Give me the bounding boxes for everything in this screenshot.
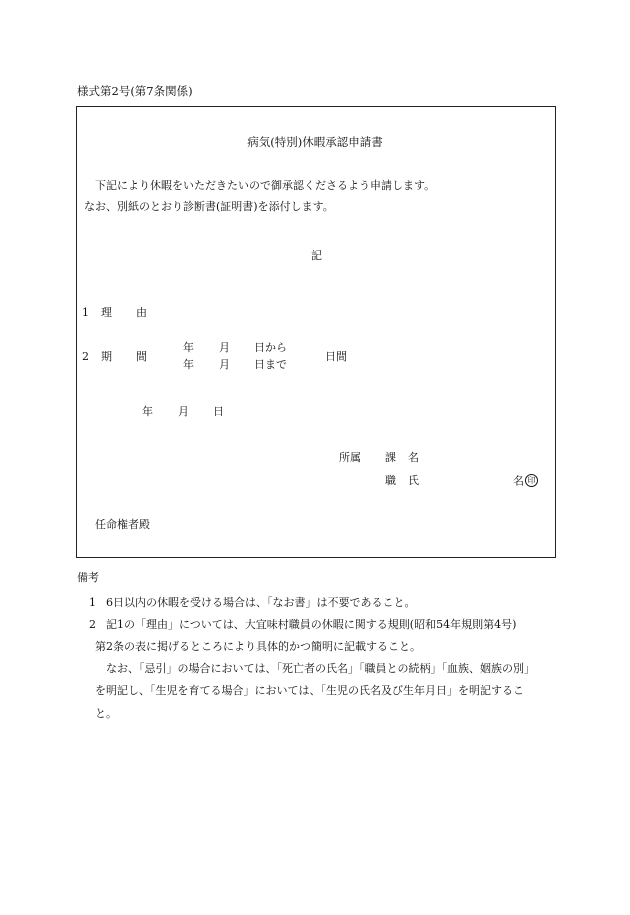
intro-line-2: なお、別紙のとおり診断書(証明書)を添付します。 (84, 200, 334, 213)
date-day: 日 (213, 405, 224, 418)
item1-label-a: 理 (101, 306, 112, 319)
item1-label-b: 由 (136, 306, 147, 319)
applicant-surname-label: 氏 (408, 474, 419, 487)
applicant-position-label: 職 (385, 474, 396, 487)
item2-number: 2 (82, 350, 89, 363)
applicant-affiliation-label: 所属 (339, 451, 361, 464)
date-year: 年 (142, 405, 153, 418)
item2-to-month: 月 (219, 358, 230, 371)
remark-2-line-1: 記1の「理由」については、大宜味村職員の休暇に関する規則(昭和54年規則第4号) (106, 618, 517, 631)
item2-from-year: 年 (183, 341, 194, 354)
item2-from-day: 日から (254, 341, 287, 354)
date-month: 月 (178, 405, 189, 418)
remarks-heading: 備考 (77, 571, 99, 584)
item2-to-day: 日まで (254, 358, 287, 371)
remark-2-line-5: と。 (95, 707, 117, 720)
application-form (76, 106, 556, 558)
item2-from-month: 月 (219, 341, 230, 354)
addressee: 任命権者殿 (95, 518, 150, 531)
applicant-dept-label: 課 (385, 451, 396, 464)
remark-2-line-2: 第2条の表に掲げるところにより具体的かつ簡明に記載すること。 (95, 640, 421, 653)
intro-line-1: 下記により休暇をいただきたいので御承認くださるよう申請します。 (95, 179, 436, 192)
item2-label-b: 間 (136, 350, 147, 363)
remark-2-line-4: を明記し、「生児を育てる場合」においては、「生児の氏名及び生年月日」を明記するこ (95, 684, 524, 697)
form-title: 病気(特別)休暇承認申請書 (247, 135, 383, 149)
given-name-char: 名 (513, 474, 524, 488)
item2-to-year: 年 (183, 358, 194, 371)
remark-1-number: 1 (89, 596, 96, 609)
item2-days: 日間 (325, 350, 347, 363)
item1-number: 1 (82, 306, 89, 319)
remark-2-line-3: なお、「忌引」の場合においては、「死亡者の氏名」「職員との続柄」「血族、姻族の別」 (106, 662, 535, 675)
form-number: 様式第2号(第7条関係) (77, 84, 193, 98)
seal-mark: 印 (525, 474, 538, 487)
ki-heading: 記 (311, 249, 322, 262)
remark-2-number: 2 (89, 618, 96, 631)
item2-label-a: 期 (101, 350, 112, 363)
applicant-dept-name-label: 名 (408, 451, 419, 464)
applicant-given-name-label (513, 475, 538, 488)
remark-1-text: 6日以内の休暇を受ける場合は、「なお書」は不要であること。 (106, 596, 416, 609)
